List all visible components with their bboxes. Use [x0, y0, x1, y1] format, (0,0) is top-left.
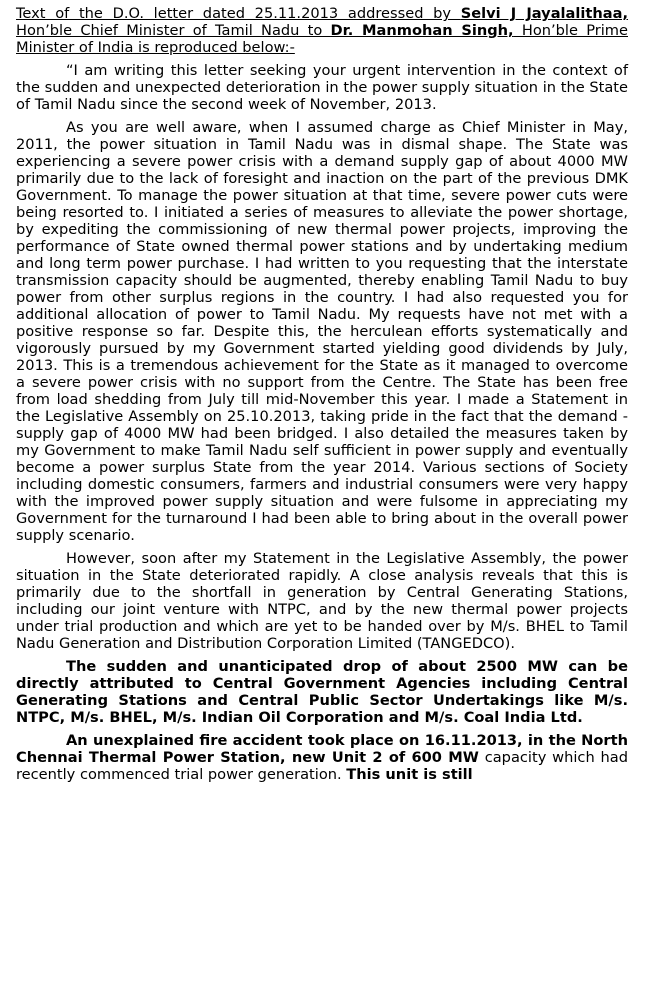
paragraph-1: “I am writing this letter seeking your urgent intervention in the context of the sudden and unexpected deterioration in the power supply situation in the State of Tamil Nadu since the second week of November, 2013.: [16, 62, 628, 113]
heading-text-2: Hon’ble Chief Minister of Tamil Nadu to: [16, 22, 331, 39]
paragraph-3: However, soon after my Statement in the Legislative Assembly, the power situation in the State deteriorated rapidly. A close analysis reveals that this is primarily due to the shortfall in generation by Central Generating Stations, including our joint venture with NTPC, and by the new thermal power projects under trial production and which are yet to be handed over by M/s. BHEL to Tamil Nadu Generation and Distribution Corporation Limited (TANGEDCO).: [16, 550, 628, 652]
paragraph-5-bold-end: This unit is still: [346, 766, 473, 783]
heading-text-3: Hon’ble Prime Minister of India is reproduced below:-: [16, 22, 628, 56]
paragraph-2: As you are well aware, when I assumed charge as Chief Minister in May, 2011, the power situation in Tamil Nadu was in dismal shape. The State was experiencing a severe power crisis with a demand supply gap of about 4000 MW primarily due to the lack of foresight and inaction on the part of the previous DMK Government. To manage the power situation at that time, severe power cuts were being resorted to. I initiated a series of measures to alleviate the power shortage, by expediting the commissioning of new thermal power projects, improving the performance of State owned thermal power stations and by undertaking medium and long term power purchase. I had written to you requesting that the interstate transmission capacity should be augmented, thereby enabling Tamil Nadu to buy power from other surplus regions in the country. I had also requested you for additional allocation of power to Tamil Nadu. My requests have not met with a positive response so far. Despite this, the herculean efforts systematically and vigorously pursued by my Government started yielding good dividends by July, 2013. This is a tremendous achievement for the State as it managed to overcome a severe power crisis with no support from the Centre. The State has been free from load shedding from July till mid-November this year. I made a Statement in the Legislative Assembly on 25.10.2013, taking pride in the fact that the demand - supply gap of 4000 MW had been bridged. I also detailed the measures taken by my Government to make Tamil Nadu self sufficient in power supply and eventually become a power surplus State from the year 2014. Various sections of Society including domestic consumers, farmers and industrial consumers were very happy with the improved power supply situation and were fulsome in appreciating my Government for the turnaround I had been able to bring about in the overall power supply scenario.: [16, 119, 628, 544]
letter-page: [16, 5, 628, 789]
heading-text-1: Text of the D.O. letter dated 25.11.2013 addressed by: [16, 5, 461, 22]
paragraph-4: The sudden and unanticipated drop of about 2500 MW can be directly attributed to Central Government Agencies including Central Generating Stations and Central Public Sector Undertakings like M/s. NTPC, M/s. BHEL, M/s. Indian Oil Corporation and M/s. Coal India Ltd.: [16, 658, 628, 726]
paragraph-5-text: capacity which had recently commenced trial power generation.: [16, 749, 628, 783]
paragraph-5-bold-start: An unexplained fire accident took place on 16.11.2013, in the North Chennai Thermal Power Station, new Unit 2 of 600 MW: [16, 732, 628, 766]
document-heading: [16, 5, 628, 56]
sender-name: Selvi J Jayalalithaa,: [460, 5, 629, 22]
recipient-name: Dr. Manmohan Singh,: [330, 22, 514, 39]
paragraph-5: [16, 732, 628, 783]
